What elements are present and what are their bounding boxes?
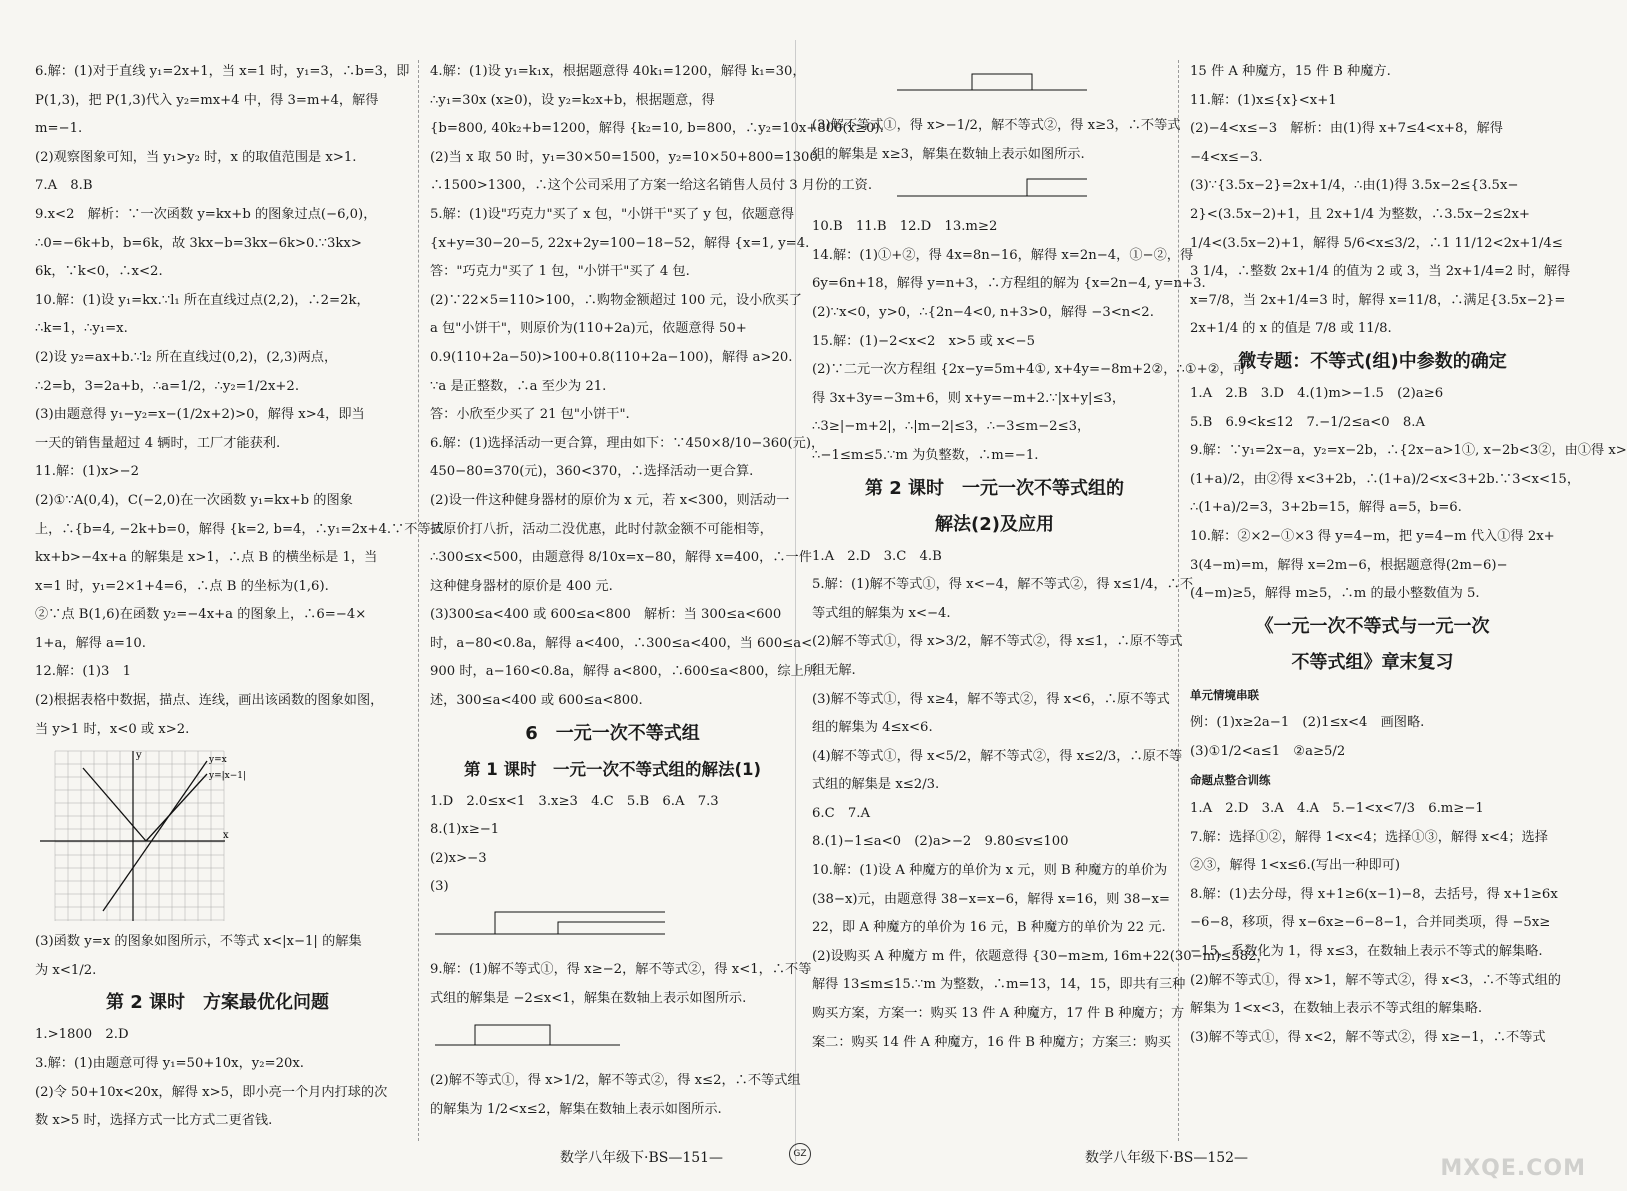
- answer-lines: [812, 112, 1181, 169]
- answer-line: 1.A 2.D 3.A 4.A 5.−1<x<7/3 6.m≥−1: [1190, 801, 1484, 817]
- solution-bracket: [495, 912, 665, 934]
- answer-line: −6−8，移项，得 x−6x≥−6−8−1，合并同类项，得 −5x≥: [1190, 915, 1551, 931]
- answer-line: 450−80=370(元)，360<370，∴选择活动一更合算.: [430, 464, 754, 480]
- answer-line: 按原价打八折，活动二没优惠，此时付款金额不可能相等，: [430, 521, 773, 537]
- answer-line: (3): [430, 879, 449, 895]
- answer-line: 6.解：(1)选择活动一更合算，理由如下：∵450×8/10−360(元)，: [430, 435, 825, 451]
- answer-line: ∴(1+a)/2=3，3+2b=15，解得 a=5，b=6.: [1190, 500, 1462, 516]
- answer-lines: [1190, 380, 1627, 609]
- answer-lines-tail: [430, 956, 812, 1013]
- answer-line: (2)解不等式①，得 x>3/2，解不等式②，得 x≤1，∴原不等式: [812, 634, 1183, 650]
- answer-line: 7.解：选择①②，解得 1<x<4；选择①③，解得 x<4；选择: [1190, 829, 1548, 845]
- answer-line: (2)∵x<0，y>0，∴{2n−4<0, n+3>0，解得 −3<n<2.: [812, 304, 1154, 320]
- answer-line: 1.>1800 2.D: [35, 1027, 129, 1043]
- answer-line: (2)令 50+10x<20x，解得 x>5，即小亮一个月内打球的次: [35, 1084, 388, 1100]
- answer-line: 购买方案，方案一：购买 13 件 A 种魔方，17 件 B 种魔方；方: [812, 1006, 1185, 1022]
- answer-lines: [1190, 58, 1571, 344]
- answer-line: 式组的解集是 x≤2/3.: [812, 777, 940, 793]
- answer-line: ∴−1≤m≤5.∵m 为负整数，∴m=−1.: [812, 447, 1039, 463]
- column-divider: [418, 60, 419, 1141]
- subsection-label: 单元情境串联: [1190, 687, 1259, 702]
- answer-line: (3)函数 y=x 的图象如图所示，不等式 x<|x−1| 的解集: [35, 934, 362, 950]
- answer-line: (4)解不等式①，得 x<5/2，解不等式②，得 x≤2/3，∴原不等: [812, 748, 1183, 764]
- answer-line: 为 x<1/2.: [35, 962, 97, 978]
- answer-line: 组无解.: [812, 662, 856, 678]
- answer-line: (2)x>−3: [430, 850, 487, 866]
- answer-line: (3)解不等式①，得 x>−1/2，解不等式②，得 x≥3，∴不等式: [812, 118, 1181, 133]
- answer-line: 组的解集是 x≥3，解集在数轴上表示如图所示.: [812, 146, 1085, 162]
- answer-line: 10.B 11.B 12.D 13.m≥2: [812, 219, 998, 235]
- footer-left: 数学八年级下·BS—151—: [560, 1150, 724, 1166]
- answer-line: 3.解：(1)由题意可得 y₁=50+10x，y₂=20x.: [35, 1056, 304, 1072]
- answer-line: 900 时，a−160<0.8a，解得 a<800，∴600≤a<800，综上所: [430, 664, 817, 680]
- answer-line: 0.9(110+2a−50)>100+0.8(110+2a−100)，解得 a>20.: [430, 349, 793, 365]
- answer-line: ∴300≤x<500，由题意得 8/10x=x−80，解得 x=400，∴一件: [430, 550, 812, 566]
- answer-line: (1+a)/2，由②得 x<3+2b，∴(1+a)/2<x<3+2b.∵3<x<15，: [1190, 471, 1581, 487]
- answer-line: (2)①∵A(0,4)，C(−2,0)在一次函数 y₁=kx+b 的图象: [35, 492, 353, 508]
- answer-line: 一天的销售量超过 4 辆时，工厂才能获利.: [35, 435, 281, 451]
- answer-line: 解得 13≤m≤15.∵m 为整数，∴m=13，14，15，即共有三种: [812, 977, 1186, 993]
- answer-line: 14.解：(1)①+②，得 4x=8n−16，解得 x=2n−4，①−②，得: [812, 247, 1194, 263]
- answer-line: 9.解：∵y₁=2x−a，y₂=x−2b，∴{2x−a>1①, x−2b<3②，由①得 x>: [1190, 443, 1627, 459]
- answer-line: ∴1500>1300，∴这个公司采用了方案一给这名销售人员付 3 月份的工资.: [430, 178, 873, 194]
- answer-line: 时，a−80<0.8a，解得 a<400，∴300≤a<400，当 600≤a<: [430, 635, 813, 651]
- function-graph-figure: [35, 746, 247, 926]
- answer-lines-tail: [35, 1021, 400, 1135]
- answer-lines-tail: [430, 1067, 801, 1124]
- answer-line: 15 件 A 种魔方，15 件 B 种魔方.: [1190, 64, 1391, 79]
- answer-line: x=7/8，当 2x+1/4=3 时，解得 x=11/8，∴满足{3.5x−2}=: [1190, 292, 1566, 308]
- answer-line: (2)∵二元一次方程组 {2x−y=5m+4①, x+4y=−8m+2②，∴①+②，可: [812, 362, 1246, 378]
- answer-line: 12.解：(1)3 1: [35, 664, 131, 680]
- answer-line: 6k，∵k<0，∴x<2.: [35, 264, 163, 280]
- answer-line: 6.C 7.A: [812, 805, 870, 821]
- x-axis-label: x: [223, 830, 229, 842]
- label-y-equals-x: y=x: [209, 755, 227, 766]
- watermark-text: MXQE.COM: [1440, 1156, 1586, 1181]
- answer-line: kx+b>−4x+a 的解集是 x>1，∴点 B 的横坐标是 1，当: [35, 550, 378, 566]
- answer-line: 1+a，解得 a=10.: [35, 635, 146, 651]
- answer-line: 上，∴{b=4, −2k+b=0，解得 {k=2, b=4，∴y₁=2x+4.∵不等式: [35, 521, 444, 537]
- answer-line: 答：小欣至少买了 21 包"小饼干".: [430, 407, 630, 423]
- answer-line: 1.A 2.D 3.C 4.B: [812, 548, 942, 564]
- answer-line: 11.解：(1)x≤{x}<x+1: [1190, 92, 1337, 108]
- number-line-figure: [430, 904, 670, 954]
- answer-line: 22，即 A 种魔方的单价为 16 元，B 种魔方的单价为 22 元.: [812, 920, 1166, 936]
- answer-line: ∴y₁=30x (x≥0)，设 y₂=k₂x+b，根据题意，得: [430, 92, 715, 108]
- answer-line: 6.解：(1)对于直线 y₁=2x+1，当 x=1 时，y₁=3，∴b=3，即: [35, 64, 410, 79]
- answer-line: 述，300≤a<400 或 600≤a<800.: [430, 693, 643, 709]
- answer-line: ②∵点 B(1,6)在函数 y₂=−4x+a 的图象上，∴6=−4×: [35, 607, 367, 623]
- answer-line: 2x+1/4 的 x 的值是 7/8 或 11/8.: [1190, 321, 1392, 337]
- answer-line: (3)300≤a<400 或 600≤a<800 解析：当 300≤a<600: [430, 607, 782, 623]
- answer-line: 1.A 2.B 3.D 4.(1)m>−1.5 (2)a≥6: [1190, 385, 1444, 401]
- answer-line: (38−x)元，由题意得 38−x=x−6，解得 x=16，则 38−x=: [812, 891, 1170, 907]
- answer-line: (2)∵22×5=110>100，∴购物金额超过 100 元，设小欣买了: [430, 292, 802, 308]
- solution-bracket: [558, 922, 665, 934]
- answer-line: 5.解：(1)解不等式①，得 x<−4，解不等式②，得 x≤1/4，∴不: [812, 577, 1194, 593]
- answer-line: ∴k=1，∴y₁=x.: [35, 321, 128, 337]
- section-heading: 解法(2)及应用: [935, 513, 1054, 535]
- number-line-figure: [892, 171, 1092, 211]
- answer-line: ∴0=−6k+b，b=6k，故 3kx−b=3kx−6k>0.∵3kx>: [35, 235, 362, 251]
- section-heading: 第 2 课时 方案最优化问题: [105, 992, 330, 1014]
- answer-line: 等式组的解集为 x<−4.: [812, 605, 951, 621]
- answer-line: (2)根据表格中数据，描点、连线，画出该函数的图象如图，: [35, 693, 384, 709]
- answer-line: 的解集为 1/2<x≤2，解集在数轴上表示如图所示.: [430, 1101, 722, 1117]
- answer-line: 9.解：(1)解不等式①，得 x≥−2，解不等式②，得 x<1，∴不等: [430, 962, 812, 978]
- answer-line: ∴2=b，3=2a+b，∴a=1/2，∴y₂=1/2x+2.: [35, 378, 300, 394]
- section-heading: 微专题：不等式(组)中参数的确定: [1238, 350, 1507, 372]
- answer-line: (2)当 x 取 50 时，y₁=30×50=1500，y₂=10×50+800=1300.: [430, 149, 823, 165]
- answer-line: 3(4−m)=m，解得 x=2m−6，根据题意得(2m−6)−: [1190, 557, 1508, 573]
- page-mark: GZ: [789, 1143, 811, 1165]
- answer-line: (2)解不等式①，得 x>1/2，解不等式②，得 x≤2，∴不等式组: [430, 1073, 801, 1089]
- answer-line: (3)解不等式①，得 x≥4，解不等式②，得 x<6，∴原不等式: [812, 691, 1170, 707]
- answer-line: (3)解不等式①，得 x<2，解不等式②，得 x≥−1，∴不等式: [1190, 1029, 1546, 1045]
- answer-line: (3)①1/2<a≤1 ②a≥5/2: [1190, 743, 1346, 759]
- answer-line: P(1,3)，把 P(1,3)代入 y₂=mx+4 中，得 3=m+4，解得: [35, 92, 379, 108]
- answer-lines-tail: [430, 788, 795, 902]
- column-1: [35, 58, 444, 1136]
- number-line-figure: [430, 1015, 630, 1065]
- watermark-logo: [1426, 1101, 1586, 1181]
- answer-lines: [812, 213, 1246, 470]
- answer-line: (3)∵{3.5x−2}=2x+1/4，∴由(1)得 3.5x−2≤{3.5x−: [1190, 178, 1519, 194]
- y-axis-label: y: [136, 750, 142, 762]
- answer-line: (2)设购买 A 种魔方 m 件，依题意得 {30−m≥m, 16m+22(30−m)≤582，: [812, 948, 1270, 964]
- label-y-abs: y=|x−1|: [209, 771, 247, 782]
- answer-line: 8.(1)−1≤a<0 (2)a>−2 9.80≤v≤100: [812, 834, 1069, 850]
- answer-line: 11.解：(1)x>−2: [35, 464, 139, 480]
- answer-line: 得 3x+3y=−3m+6，则 x+y=−m+2.∵|x+y|≤3，: [812, 390, 1126, 406]
- answer-line: 式组的解集是 −2≤x<1，解集在数轴上表示如图所示.: [430, 990, 747, 1006]
- answer-line: 5.B 6.9<k≤12 7.−1/2≤a<0 8.A: [1190, 414, 1425, 430]
- answer-line: 6y=6n+18，解得 y=n+3，∴方程组的解为 {x=2n−4, y=n+3.: [812, 276, 1206, 292]
- lesson-title: 6 一元一次不等式组: [525, 722, 700, 744]
- answer-line: 5.解：(1)设"巧克力"买了 x 包，"小饼干"买了 y 包，依题意得: [430, 206, 795, 222]
- answer-line: (3)由题意得 y₁−y₂=x−(1/2x+2)>0，解得 x>4，即当: [35, 407, 365, 423]
- page-gutter: [795, 40, 796, 1161]
- answer-line: x=1 时，y₁=2×1+4=6，∴点 B 的坐标为(1,6).: [35, 578, 329, 594]
- answer-line: 15.解：(1)−2<x<2 x>5 或 x<−5: [812, 333, 1035, 349]
- answer-line: 10.解：(1)设 A 种魔方的单价为 x 元，则 B 种魔方的单价为: [812, 863, 1168, 879]
- answer-lines: [1190, 709, 1555, 766]
- answer-line: 1/4<(3.5x−2)+1，解得 5/6<x≤3/2，∴1 11/12<2x+1/4≤: [1190, 235, 1563, 251]
- answer-lines: [35, 58, 444, 744]
- answer-line: 1.D 2.0≤x<1 3.x≥3 4.C 5.B 6.A 7.3: [430, 793, 719, 809]
- answer-line: 这种健身器材的原价是 400 元.: [430, 578, 613, 594]
- section-heading: 第 2 课时 一元一次不等式组的: [864, 477, 1125, 499]
- answer-lines-after-figure: [35, 928, 400, 985]
- answer-line: 2}<(3.5x−2)+1，且 2x+1/4 为整数，∴3.5x−2≤2x+: [1190, 206, 1530, 222]
- column-4: [1190, 58, 1627, 1052]
- answer-line: 案二：购买 14 件 A 种魔方，16 件 B 种魔方；方案三：购买: [812, 1034, 1172, 1050]
- answer-line: (2)设一件这种健身器材的原价为 x 元，若 x<300，则活动一: [430, 492, 790, 508]
- answer-line: a 包"小饼干"，则原价为(110+2a)元，依题意得 50+: [430, 321, 747, 337]
- answer-line: 10.解：②×2−①×3 得 y=4−m，把 y=4−m 代入①得 2x+: [1190, 528, 1555, 544]
- answer-line: ②③，解得 1<x≤6.(写出一种即可): [1190, 858, 1401, 874]
- chapter-review-title: 《一元一次不等式与一元一次: [1255, 615, 1490, 637]
- answer-lines: [1190, 795, 1561, 1052]
- answer-line: 7.A 8.B: [35, 178, 93, 194]
- answer-line: {b=800, 40k₂+b=1200，解得 {k₂=10, b=800，∴y₂=10x+800(x≥0).: [430, 121, 884, 137]
- answer-line: 答："巧克力"买了 1 包，"小饼干"买了 4 包.: [430, 264, 690, 280]
- answer-line: ∵a 是正整数，∴a 至少为 21.: [430, 378, 607, 394]
- solution-bracket: [972, 74, 1032, 90]
- answer-line: (2)−4<x≤−3 解析：由(1)得 x+7≤4<x+8，解得: [1190, 121, 1503, 137]
- answer-line: (4−m)≥5，解得 m≥5，∴m 的最小整数值为 5.: [1190, 586, 1480, 602]
- number-line-figure: [892, 60, 1092, 110]
- section-heading: 第 1 课时 一元一次不等式组的解法(1): [463, 759, 762, 779]
- solution-bracket: [1027, 179, 1087, 196]
- answer-line: 解集为 1<x<3，在数轴上表示不等式组的解集略.: [1190, 1001, 1483, 1017]
- answer-line: 4.解：(1)设 y₁=k₁x，根据题意得 40k₁=1200，解得 k₁=30，: [430, 64, 806, 79]
- answer-line: 10.解：(1)设 y₁=kx.∵l₁ 所在直线过点(2,2)，∴2=2k，: [35, 292, 370, 308]
- answer-line: 9.x<2 解析：∵一次函数 y=kx+b 的图象过点(−6,0)，: [35, 206, 377, 222]
- answer-line: {x+y=30−20−5, 22x+2y=100−18−52，解得 {x=1, y=4.: [430, 235, 810, 251]
- answer-line: ∴3≥|−m+2|，∴|m−2|≤3，∴−3≤m−2≤3，: [812, 419, 1091, 435]
- chapter-review-title: 不等式组》章末复习: [1291, 651, 1454, 673]
- answer-line: 数 x>5 时，选择方式一比方式二更省钱.: [35, 1113, 273, 1129]
- answer-line: m=−1.: [35, 121, 83, 137]
- curve-left-branch: [83, 768, 146, 841]
- answer-line: (2)解不等式①，得 x>1，解不等式②，得 x<3，∴不等式组的: [1190, 972, 1561, 988]
- footer-right: 数学八年级下·BS—152—: [1085, 1150, 1249, 1166]
- line-y-equals-x: [103, 761, 207, 911]
- solution-bracket: [475, 1025, 550, 1045]
- answer-line: (2)观察图象可知，当 y₁>y₂ 时，x 的取值范围是 x>1.: [35, 149, 357, 165]
- subsection-label: 命题点整合训练: [1190, 773, 1271, 788]
- answer-line: −4<x≤−3.: [1190, 149, 1263, 165]
- answer-line: 当 y>1 时，x<0 或 x>2.: [35, 721, 190, 737]
- answer-line: 8.(1)x≥−1: [430, 822, 500, 838]
- answer-line: 例：(1)x≥2a−1 (2)1≤x<4 画图略.: [1190, 715, 1425, 731]
- answer-line: 8.解：(1)去分母，得 x+1≥6(x−1)−8，去括号，得 x+1≥6x: [1190, 886, 1558, 902]
- answer-line: 组的解集为 4≤x<6.: [812, 720, 933, 736]
- answer-line: 3 1/4，∴整数 2x+1/4 的值为 2 或 3，当 2x+1/4=2 时，解得: [1190, 264, 1571, 280]
- answer-line: −15，系数化为 1，得 x≤3，在数轴上表示不等式的解集略.: [1190, 944, 1543, 960]
- answer-line: (2)设 y₂=ax+b.∵l₂ 所在直线过(0,2)，(2,3)两点，: [35, 349, 338, 365]
